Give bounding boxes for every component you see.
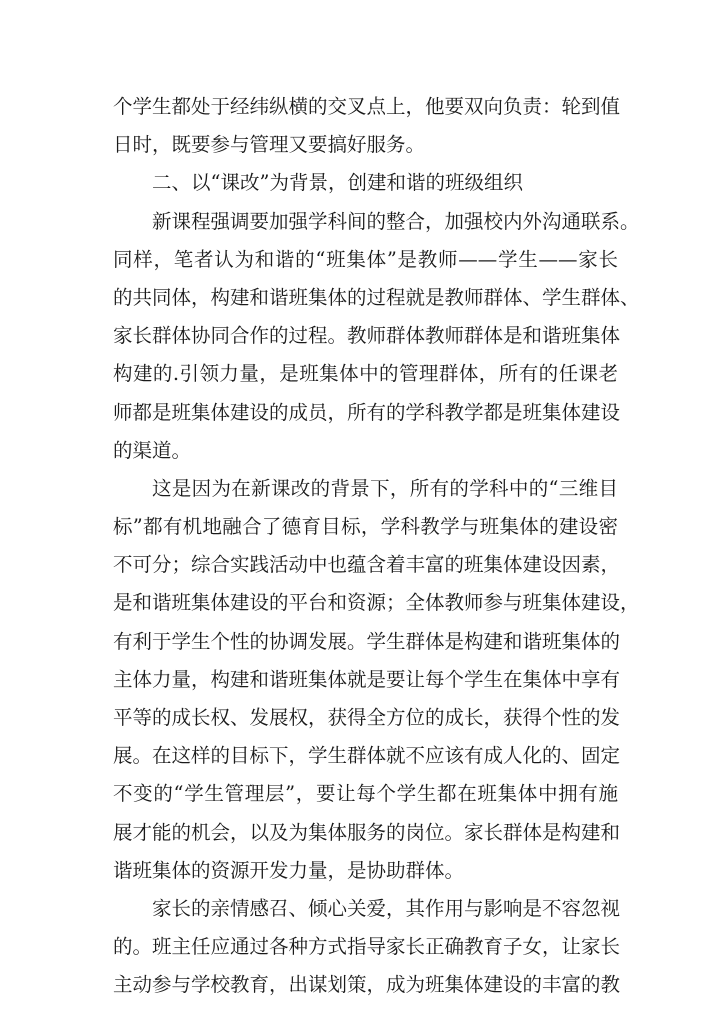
text-line: 不变的“学生管理层”，要让每个学生都在班集体中拥有施 <box>113 782 618 806</box>
text-line: 展。在这样的目标下，学生群体就不应该有成人化的、固定 <box>113 744 621 768</box>
text-line: 家长群体协同合作的过程。教师群体教师群体是和谐班集体 <box>113 324 621 348</box>
text-line: 主体力量，构建和谐班集体就是要让每个学生在集体中享有 <box>113 667 621 691</box>
text-line: 日时，既要参与管理又要搞好服务。 <box>113 133 426 157</box>
text-line: 的渠道。 <box>113 438 192 462</box>
text-line: 有利于学生个性的协调发展。学生群体是构建和谐班集体的 <box>113 629 621 653</box>
text-line: 师都是班集体建设的成员，所有的学科教学都是班集体建设 <box>113 400 621 424</box>
text-line: 新课程强调要加强学科间的整合，加强校内外沟通联系。 <box>152 209 640 233</box>
text-line: 平等的成长权、发展权，获得全方位的成长，获得个性的发 <box>113 706 621 729</box>
document-body <box>113 91 640 1000</box>
text-line: 谐班集体的资源开发力量，是协助群体。 <box>113 858 465 882</box>
text-line: 同样，笔者认为和谐的“班集体”是教师——学生——家长 <box>113 247 618 271</box>
text-line: 这是因为在新课改的背景下，所有的学科中的“三维目 <box>152 476 618 500</box>
text-line: 家长的亲情感召、倾心关爱，其作用与影响是不容忽视 <box>152 896 621 920</box>
text-line: 展才能的机会，以及为集体服务的岗位。家长群体是构建和 <box>113 820 621 844</box>
text-line: 是和谐班集体建设的平台和资源；全体教师参与班集体建设， <box>113 591 640 615</box>
text-line: 主动参与学校教育，出谋划策，成为班集体建设的丰富的教 <box>113 973 621 997</box>
document-page <box>113 91 640 1008</box>
text-line: 的共同体，构建和谐班集体的过程就是教师群体、学生群体、 <box>113 285 640 309</box>
text-line: 标”都有机地融合了德育目标，学科教学与班集体的建设密 <box>113 515 618 539</box>
text-line: 个学生都处于经纬纵横的交叉点上，他要双向负责：轮到值 <box>113 95 621 118</box>
text-line: 二、以“课改”为背景，创建和谐的班级组织 <box>152 171 523 195</box>
text-line: 的。班主任应通过各种方式指导家长正确教育子女，让家长 <box>113 935 621 959</box>
text-line: 构建的.引领力量，是班集体中的管理群体，所有的任课老 <box>113 362 618 386</box>
text-line: 不可分；综合实践活动中也蕴含着丰富的班集体建设因素， <box>113 553 621 577</box>
